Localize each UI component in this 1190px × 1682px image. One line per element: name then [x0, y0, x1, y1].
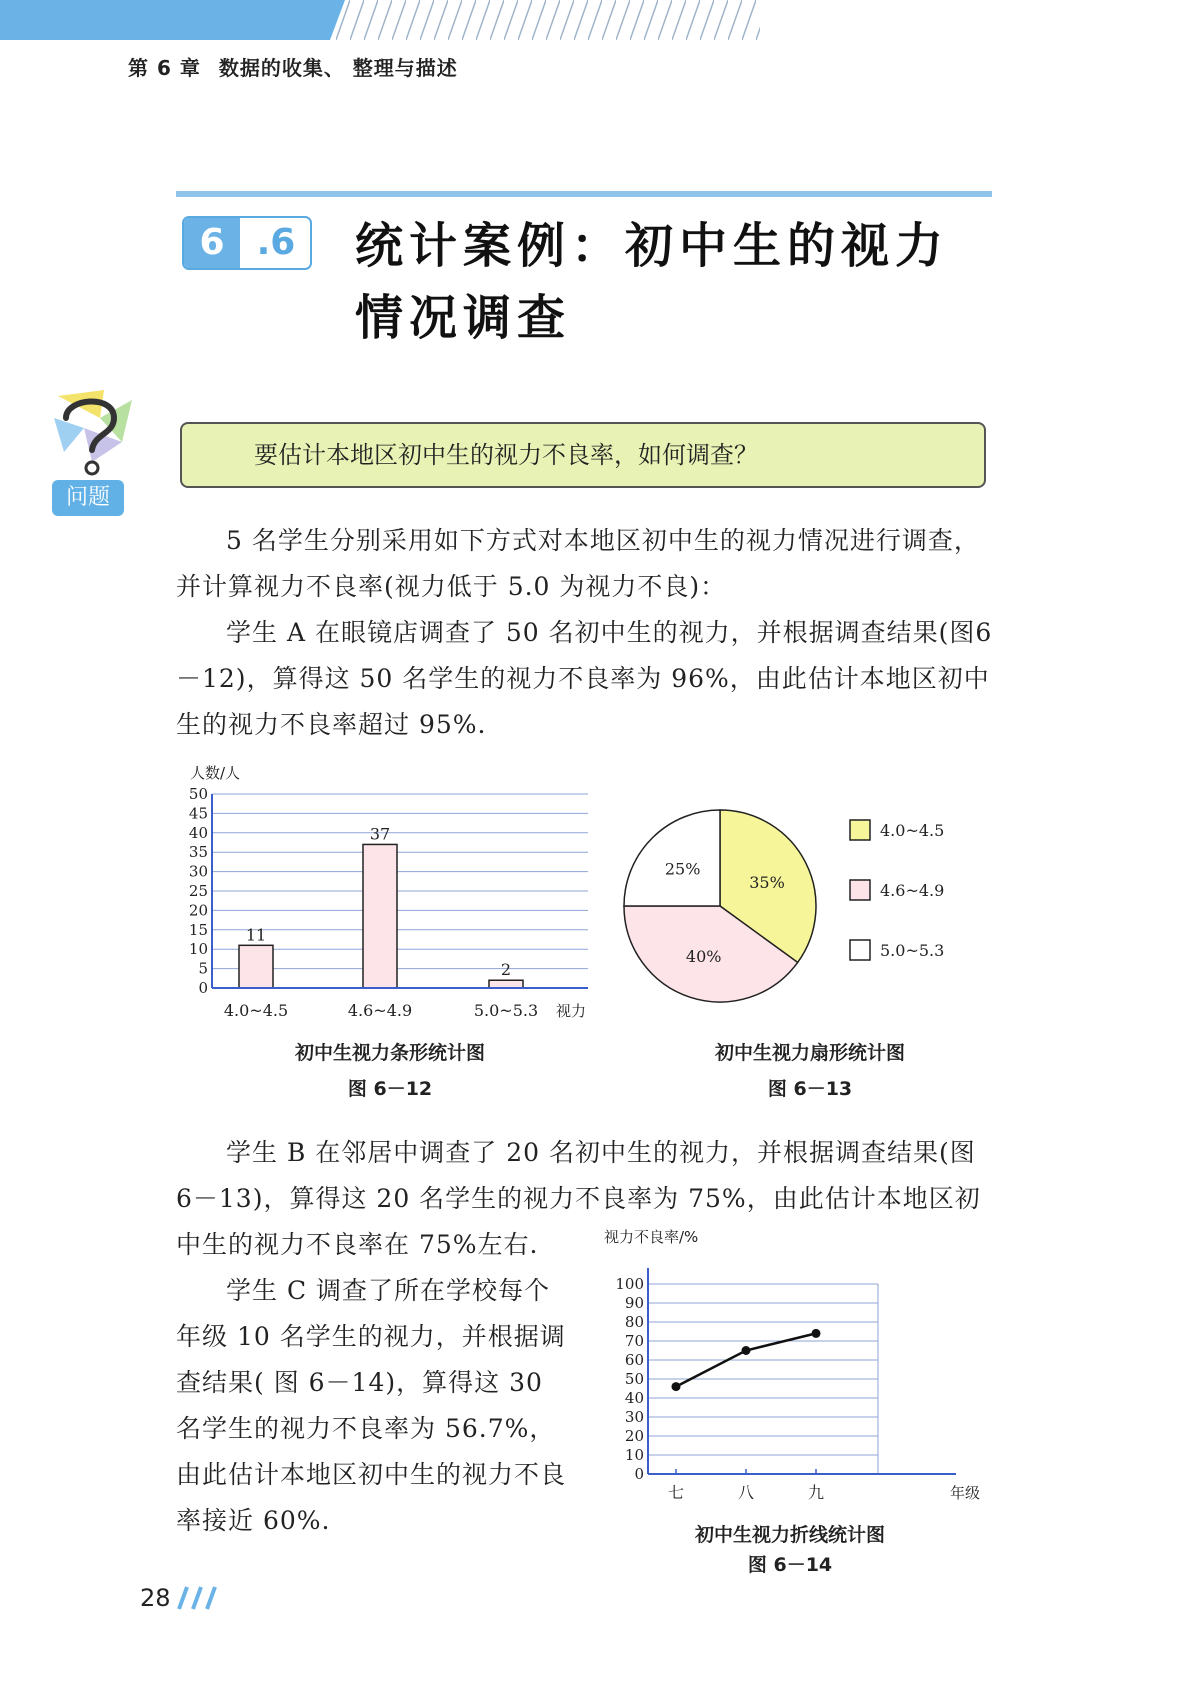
line-chart-caption: 图 6－14	[747, 1554, 833, 1576]
bar	[489, 980, 523, 988]
paragraph-student-b: 学生 B 在邻居中调查了 20 名初中生的视力，并根据调查结果(图 6－13)，算得这 20 名学生的视力不良率为 75%，由此估计本地区初中生的视力不良率在 75%左右.	[176, 1138, 981, 1259]
bar-value-label: 37	[369, 824, 391, 844]
bar-chart-caption: 图 6－12	[347, 1078, 433, 1100]
section-minor: .6	[256, 222, 296, 263]
line-y-tick: 50	[624, 1370, 644, 1388]
pie-chart	[620, 796, 1000, 1016]
line-y-tick: 30	[624, 1408, 644, 1426]
bar-category-label: 4.6~4.9	[347, 1001, 413, 1020]
bar-y-tick: 20	[188, 901, 208, 920]
bar-category-label: 5.0~5.3	[473, 1001, 539, 1020]
line-y-tick: 0	[634, 1465, 644, 1483]
section-number-badge	[182, 216, 312, 270]
page-number-text: 28	[140, 1584, 171, 1612]
line-y-tick: 40	[624, 1389, 644, 1407]
bar-y-axis-label: 人数/人	[190, 764, 241, 782]
pie-legend-label: 4.6~4.9	[880, 881, 945, 900]
bar-y-tick: 5	[198, 959, 208, 978]
pie-legend-swatch	[850, 940, 870, 960]
bar-y-tick: 35	[188, 843, 208, 862]
bar	[239, 945, 273, 988]
line-point	[742, 1346, 751, 1355]
bar-y-tick: 15	[188, 920, 208, 939]
line-category-label: 七	[667, 1483, 685, 1502]
slash-decoration-icon	[175, 1585, 221, 1611]
line-point	[672, 1382, 681, 1391]
line-y-tick: 90	[624, 1294, 644, 1312]
chapter-heading	[128, 52, 458, 81]
pie-slice	[624, 810, 720, 906]
line-y-tick: 60	[624, 1351, 644, 1369]
paragraph-intro: 5 名学生分别采用如下方式对本地区初中生的视力情况进行调查，并计算视力不良率(视力低于 5.0 为视力不良)：	[176, 526, 980, 601]
bar	[363, 844, 397, 988]
pie-legend-label: 5.0~5.3	[880, 941, 945, 960]
line-y-tick: 20	[624, 1427, 644, 1445]
line-category-label: 九	[807, 1483, 825, 1502]
line-y-tick: 100	[615, 1275, 644, 1293]
problem-box: 要估计本地区初中生的视力不良率，如何调查？	[180, 422, 986, 488]
bar-y-tick: 10	[188, 940, 208, 959]
pie-legend-label: 4.0~4.5	[880, 821, 945, 840]
section-title: 统计案例：初中生的视力情况调查	[355, 218, 950, 346]
question-mark-icon	[44, 388, 134, 478]
line-y-tick: 80	[624, 1313, 644, 1331]
bar-chart	[180, 756, 610, 1026]
line-x-axis-label: 年级	[950, 1484, 981, 1502]
line-point	[812, 1329, 821, 1338]
pie-slice-label: 40%	[685, 947, 722, 967]
line-chart-title: 初中生视力折线统计图	[694, 1524, 885, 1546]
line-y-axis-label: 视力不良率/%	[604, 1228, 699, 1246]
section-major: 6	[184, 218, 240, 268]
page-number	[140, 1584, 221, 1612]
pie-chart-title: 初中生视力扇形统计图	[714, 1042, 905, 1064]
bar-category-label: 4.0~4.5	[223, 1001, 289, 1020]
line-category-label: 八	[737, 1483, 755, 1502]
chapter-number: 第 6 章	[128, 56, 201, 80]
header-band	[0, 0, 760, 40]
bar-y-tick: 0	[198, 979, 208, 997]
bar-y-tick: 30	[188, 862, 208, 881]
pie-legend-swatch	[850, 880, 870, 900]
bar-y-tick: 40	[188, 823, 208, 842]
bar-chart-title: 初中生视力条形统计图	[294, 1042, 485, 1064]
paragraph-student-a: 学生 A 在眼镜店调查了 50 名初中生的视力，并根据调查结果(图6－12)，算得这 50 名学生的视力不良率为 96%，由此估计本地区初中生的视力不良率超过 95%.	[176, 618, 993, 739]
pie-legend-swatch	[850, 820, 870, 840]
bar-y-tick: 50	[188, 785, 208, 803]
pie-chart-caption: 图 6－13	[767, 1078, 853, 1100]
paragraph-student-c: 学生 C 调查了所在学校每个年级 10 名学生的视力，并根据调查结果( 图 6－14)，算得这 30 名学生的视力不良率为 56.7%，由此估计本地区初中生的视力不良率接近 60%.	[176, 1276, 567, 1535]
bar-y-tick: 25	[188, 882, 208, 900]
bar-y-tick: 45	[188, 804, 208, 823]
pie-slice-label: 25%	[664, 859, 701, 879]
bar-value-label: 11	[245, 925, 267, 945]
bar-x-axis-label: 视力	[556, 1002, 587, 1020]
problem-label: 问题	[52, 480, 124, 516]
line-y-tick: 70	[624, 1332, 644, 1350]
line-y-tick: 10	[624, 1446, 644, 1464]
bar-value-label: 2	[500, 960, 512, 980]
pie-slice-label: 35%	[749, 873, 785, 893]
line-chart	[600, 1228, 1000, 1518]
title-rule	[176, 191, 992, 197]
chapter-title: 数据的收集、 整理与描述	[218, 56, 458, 80]
